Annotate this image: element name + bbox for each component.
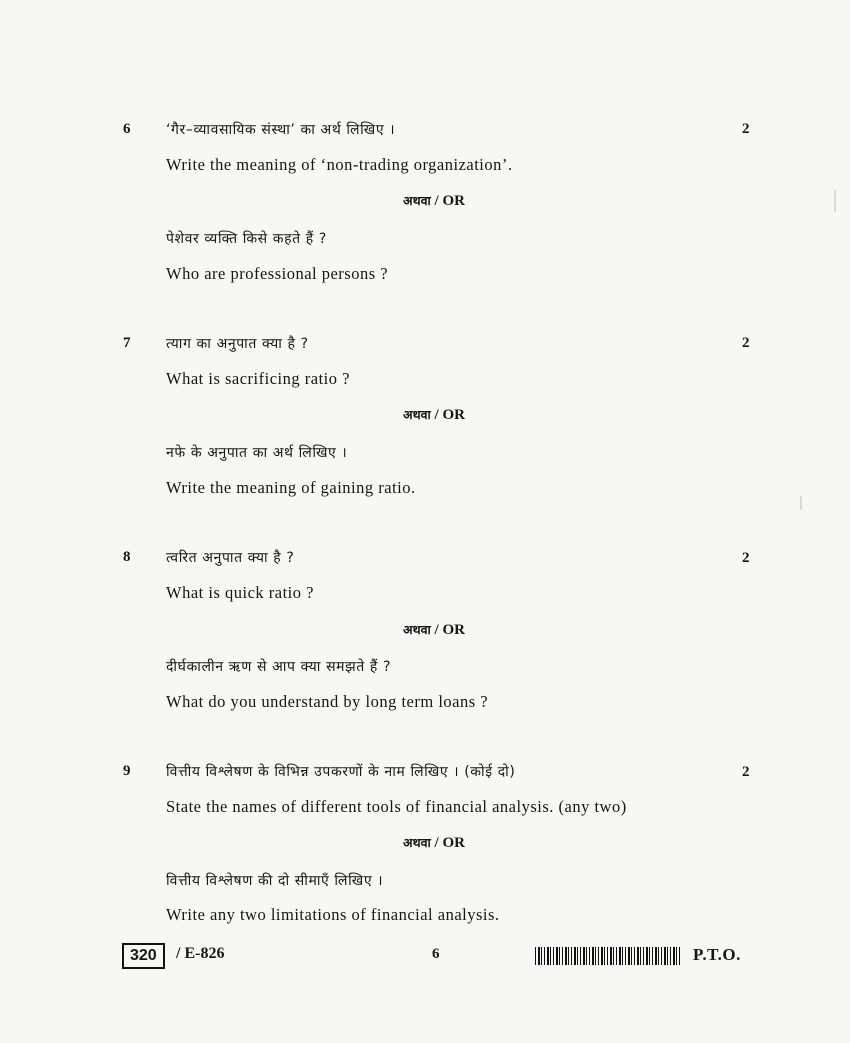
barcode [535, 947, 681, 965]
or-separator [0, 406, 850, 424]
question-marks: 2 [742, 335, 750, 351]
page-number: 6 [432, 946, 440, 962]
alternative-english: What do you understand by long term loans ? [166, 692, 489, 711]
please-turn-over: P.T.O. [693, 945, 741, 964]
paper-code: / E-826 [176, 945, 225, 962]
question-english: State the names of different tools of financial analysis. (any two) [166, 797, 627, 816]
or-english: / OR [434, 622, 465, 638]
alternative-hindi: वित्तीय विश्लेषण की दो सीमाएँ लिखिए । [166, 873, 384, 889]
or-english: / OR [434, 193, 465, 209]
question-marks: 2 [742, 121, 750, 137]
question-marks: 2 [742, 764, 750, 780]
or-hindi: अथवा [403, 407, 431, 422]
page-code-box: 320 [122, 943, 165, 969]
alternative-english: Who are professional persons ? [166, 264, 389, 283]
page-footer [0, 943, 850, 973]
scan-artifact [800, 496, 802, 510]
question-number: 9 [123, 763, 131, 779]
or-hindi: अथवा [403, 622, 431, 637]
or-separator [0, 192, 850, 210]
alternative-hindi: पेशेवर व्यक्ति किसे कहते हैं ? [166, 231, 327, 247]
alternative-hindi: दीर्घकालीन ऋण से आप क्या समझते हैं ? [166, 659, 392, 675]
or-separator [0, 834, 850, 852]
question-hindi: वित्तीय विश्लेषण के विभिन्न उपकरणों के नाम लिखिए । (कोई दो) [166, 764, 516, 780]
alternative-english: Write any two limitations of financial analysis. [166, 905, 500, 924]
question-english: What is sacrificing ratio ? [166, 369, 350, 388]
question-english: What is quick ratio ? [166, 583, 314, 602]
question-hindi: त्वरित अनुपात क्या है ? [166, 550, 295, 566]
question-hindi: त्याग का अनुपात क्या है ? [166, 336, 309, 352]
or-english: / OR [434, 407, 465, 423]
question-number: 8 [123, 549, 131, 565]
question-english: Write the meaning of ‘non-trading organization’. [166, 155, 513, 174]
question-marks: 2 [742, 550, 750, 566]
question-number: 7 [123, 335, 131, 351]
question-number: 6 [123, 121, 131, 137]
or-hindi: अथवा [403, 835, 431, 850]
or-english: / OR [434, 835, 465, 851]
question-hindi: ‘गैर–व्यावसायिक संस्था’ का अर्थ लिखिए । [166, 122, 396, 138]
or-hindi: अथवा [403, 193, 431, 208]
alternative-hindi: नफे के अनुपात का अर्थ लिखिए । [166, 445, 348, 461]
alternative-english: Write the meaning of gaining ratio. [166, 478, 416, 497]
or-separator [0, 621, 850, 639]
